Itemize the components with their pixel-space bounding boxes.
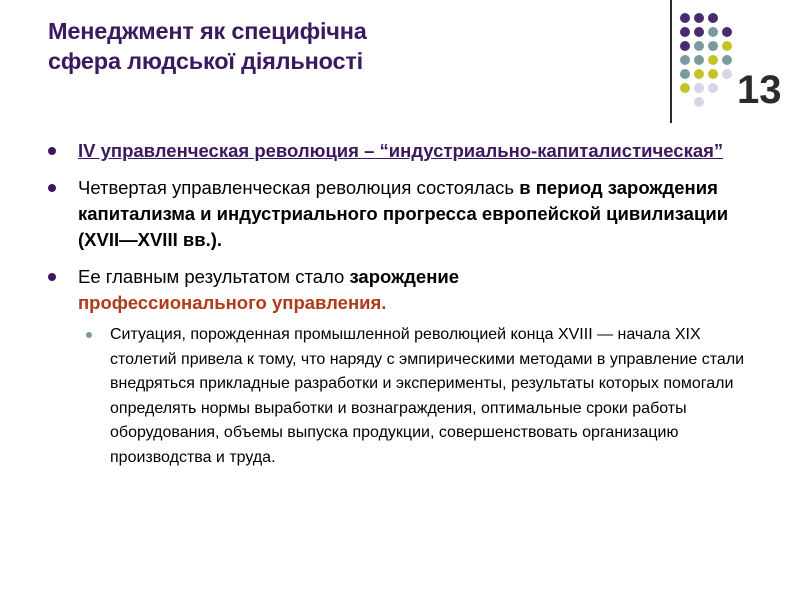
dot-decoration [708, 55, 718, 65]
revolution-link[interactable]: IV управленческая революция – “индустриально-капиталистическая” [78, 140, 724, 161]
bullet-text: Ее главным результатом стало [78, 266, 350, 287]
sub-bullet-item [110, 323, 760, 470]
dot-decoration [708, 27, 718, 37]
bullet-bold-text: зарождение [349, 266, 460, 287]
slide-title-line1: Менеджмент як специфічна [48, 18, 367, 44]
dot-decoration [680, 83, 690, 93]
decorative-dot-grid [0, 0, 800, 120]
dot-decoration [680, 41, 690, 51]
dot-decoration [722, 69, 732, 79]
dot-decoration [708, 83, 718, 93]
dot-decoration [722, 41, 732, 51]
dot-decoration [708, 41, 718, 51]
bullet-item-heading[interactable] [46, 138, 766, 164]
dot-decoration [680, 13, 690, 23]
dot-decoration [694, 69, 704, 79]
bullet-item-result [46, 264, 766, 316]
slide-number: 13 [737, 68, 782, 112]
bullet-accent-text: профессионального управления. [78, 292, 387, 313]
dot-decoration [708, 69, 718, 79]
dot-decoration [680, 27, 690, 37]
dot-decoration [694, 97, 704, 107]
sub-bullet-text: Ситуация, порожденная промышленной революцией конца XVIII — начала XIX столетий привела к тому, что наряду с эмпирическими методами в управление стали внедряться прикладные разработки и эксперименты, результаты которых помогали определять нормы выработки и вознаграждения, оптимальные сроки работы оборудования, объемы выпуска продукции, совершенствовать организацию производства и труда. [110, 326, 745, 466]
dot-decoration [694, 13, 704, 23]
bullet-text: Четвертая управленческая революция состоялась [78, 177, 520, 198]
dot-decoration [694, 55, 704, 65]
slide-title-line2: сфера людської діяльності [48, 48, 363, 74]
bullet-item-period [46, 175, 766, 253]
dot-decoration [694, 27, 704, 37]
dot-decoration [694, 41, 704, 51]
dot-decoration [722, 55, 732, 65]
dot-decoration [680, 55, 690, 65]
dot-decoration [722, 27, 732, 37]
dot-decoration [708, 13, 718, 23]
bullet-bold-text: в период зарождения капитализма и индустриального прогресса европейской цивилизации (XVII—XVIII вв.). [78, 177, 729, 250]
bullet-list [46, 138, 766, 470]
dot-decoration [680, 69, 690, 79]
dot-decoration [694, 83, 704, 93]
